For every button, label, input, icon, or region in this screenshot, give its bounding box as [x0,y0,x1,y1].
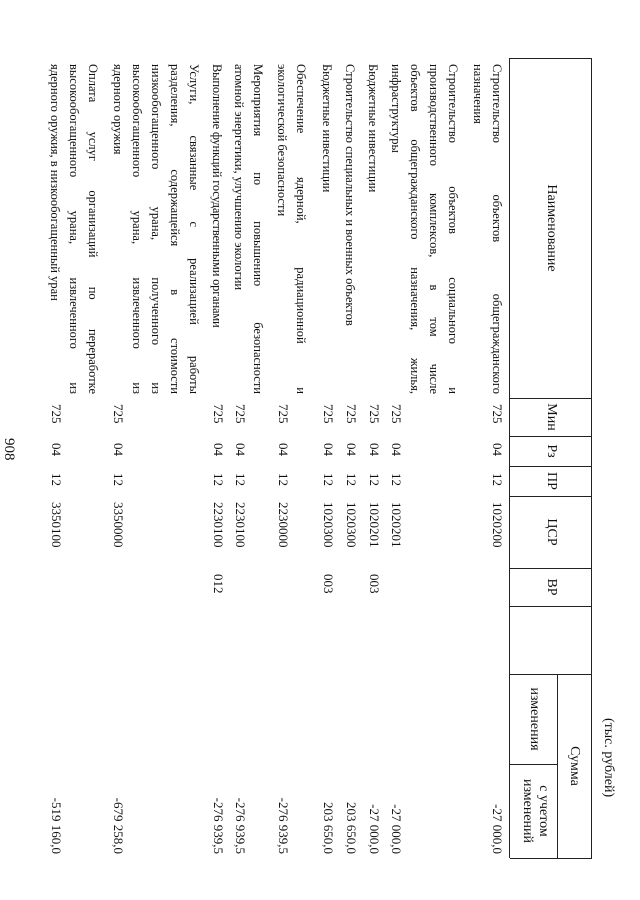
cell-total: -27 000,0 [389,804,404,854]
table-row-name [184,64,203,394]
name-line: Обеспечение ядерной, радиационной и [294,64,308,394]
table-row-name [340,64,359,394]
cell-pr: 12 [49,473,64,486]
table-row-name-cont [386,64,405,394]
name-line: ядерного оружия [111,64,125,155]
header-with-changes [519,764,551,858]
name-line: Строительство специальных и военных объектов [343,64,357,326]
table-row-name [487,64,506,394]
header-name: Наименование [544,184,559,272]
name-line: Мероприятия по повышению безопасности [251,64,265,394]
cell-min: 725 [321,404,336,424]
table-row-name-cont [229,64,248,394]
table-row-name-cont [45,64,64,394]
cell-vr: 012 [211,574,226,594]
table-row-name [291,64,310,394]
header-sum: Сумма [567,746,582,786]
table-row-name-cont [424,64,443,394]
cell-rz: 04 [389,443,404,456]
cell-rz: 04 [276,443,291,456]
cell-rz: 04 [49,443,64,456]
cell-min: 725 [490,404,505,424]
cell-min: 725 [233,404,248,424]
budget-table [48,58,616,858]
cell-min: 725 [211,404,226,424]
page-number: 908 [1,438,17,461]
cell-pr: 12 [490,473,505,486]
cell-csr: 3350000 [111,502,126,548]
cell-min: 725 [111,404,126,424]
cell-rz: 04 [211,443,226,456]
cell-csr: 1020300 [321,502,336,548]
name-line: производственного комплексов, в том числе [427,64,441,394]
name-line: Выполнение функций государственными органами [210,64,224,328]
table-row-name [317,64,336,394]
header-pr: ПР [544,472,559,490]
table-row-name [363,64,382,394]
cell-total: -276 939,5 [233,797,248,854]
cell-vr: 003 [367,574,382,594]
cell-total: 203 650,0 [344,802,359,854]
cell-csr: 1020201 [367,502,382,548]
table-row-name [83,64,102,394]
header-min: Мин [544,403,559,431]
cell-pr: 12 [111,473,126,486]
cell-pr: 12 [276,473,291,486]
cell-min: 725 [367,404,382,424]
table-row-name [248,64,267,394]
cell-rz: 04 [233,443,248,456]
name-line: Оплата услуг организаций по переработке [86,64,100,394]
table-row-name-cont [165,64,184,394]
cell-vr: 003 [321,574,336,594]
units-note: (тыс. рублей) [601,718,616,798]
name-line: атомной энергетики, улучшению экологии [232,64,246,291]
table-row-name-cont [468,64,487,394]
name-line: объектов общегражданского назначения, жилья, [408,64,422,394]
name-line: назначения [471,64,485,124]
header-rz: Рз [544,444,559,458]
cell-csr: 2230100 [233,502,248,548]
name-line: Услуги, связанные с реализацией работы [187,64,201,394]
cell-total: -276 939,5 [211,797,226,854]
name-line: инфраструктуры [389,64,403,153]
cell-pr: 12 [321,473,336,486]
cell-total: -27 000,0 [367,804,382,854]
cell-pr: 12 [389,473,404,486]
cell-csr: 1020300 [344,502,359,548]
cell-total: 203 650,0 [321,802,336,854]
cell-total: -27 000,0 [490,804,505,854]
name-line: высокообогащенного урана, извлеченного из [130,64,144,394]
table-row-name-cont [272,64,291,394]
cell-csr: 2230000 [276,502,291,548]
table-row-name-cont [108,64,127,394]
table-row-name [207,64,226,394]
header-changes: изменения [527,687,542,751]
cell-min: 725 [49,404,64,424]
table-row-name-cont [405,64,424,394]
cell-min: 725 [276,404,291,424]
name-line: Строительство объектов социального и [446,64,460,394]
name-line: Бюджетные инвестиции [320,64,334,193]
cell-total: -519 160,0 [49,797,64,854]
name-line: экологической безопасности [275,64,289,217]
cell-pr: 12 [211,473,226,486]
cell-csr: 1020201 [389,502,404,548]
table-row-name [443,64,462,394]
name-line: ядерного оружия, в низкообогащенный уран [48,64,62,301]
table-row-name-cont [146,64,165,394]
cell-csr: 2230100 [211,502,226,548]
cell-csr: 3350100 [49,502,64,548]
cell-total: -679 258,0 [111,797,126,854]
name-line: Строительство объектов общегражданского [490,64,504,394]
name-line: низкообогащенного урана, полученного из [149,64,163,394]
name-line: разделения, содержащейся в стоимости [168,64,182,394]
name-line: Бюджетные инвестиции [366,64,380,193]
table-row-name-cont [127,64,146,394]
cell-rz: 04 [111,443,126,456]
cell-pr: 12 [233,473,248,486]
name-line: высокообогащенного урана, извлеченного из [67,64,81,394]
header-with-changes-line1: с учетом [536,785,551,837]
cell-pr: 12 [344,473,359,486]
cell-pr: 12 [367,473,382,486]
header-with-changes-line2: изменений [520,778,535,844]
cell-rz: 04 [344,443,359,456]
cell-rz: 04 [321,443,336,456]
cell-min: 725 [344,404,359,424]
cell-min: 725 [389,404,404,424]
table-row-name-cont [64,64,83,394]
cell-rz: 04 [367,443,382,456]
cell-rz: 04 [490,443,505,456]
cell-csr: 1020200 [490,502,505,548]
cell-total: -276 939,5 [276,797,291,854]
header-vr: ВР [544,578,559,596]
header-csr: ЦСР [544,518,559,546]
